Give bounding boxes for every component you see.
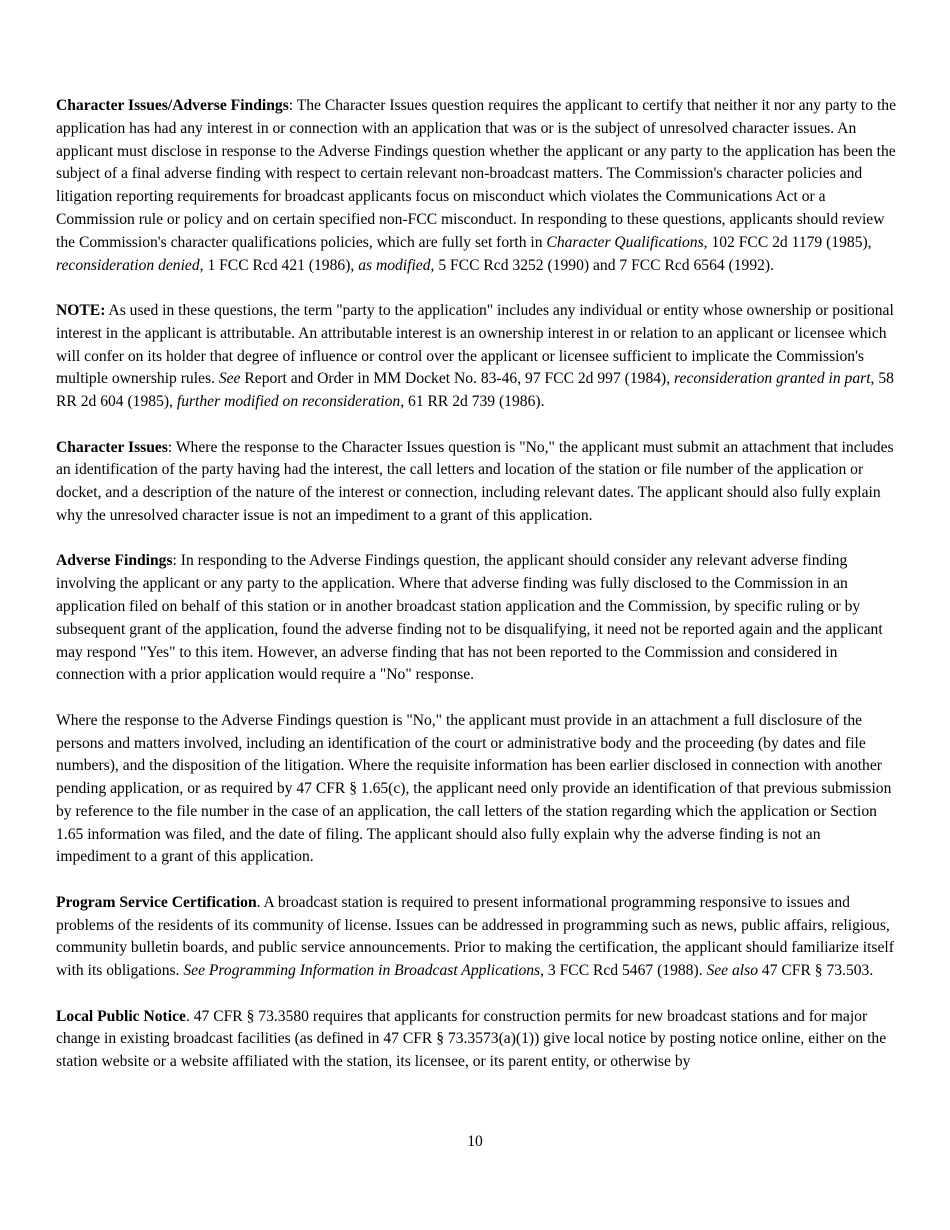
paragraph-local-public-notice: Local Public Notice. 47 CFR § 73.3580 requires that applicants for construction permits for new broadcast stations and for major change in existing broadcast facilities (as defined in 47 CFR § 73.3573(a)(1)) give local notice by posting notice online, either on the station website or a website affiliated with the station, its licensee, or its parent entity, or otherwise by — [56, 1007, 887, 1071]
heading-note: NOTE: — [56, 301, 106, 319]
citation-character-qualifications: Character Qualifications — [546, 233, 704, 251]
heading-program-service-certification: Program Service Certification — [56, 893, 257, 911]
paragraph-adverse-findings: Adverse Findings: In responding to the Adverse Findings question, the applicant should consider any relevant adverse finding involving the applicant or any party to the application. Where that adverse finding was fully disclosed to the Commission in an application filed on behalf of this station or in another broadcast station application and the Commission, by specific ruling or by subsequent grant of the application, found the adverse finding not to be disqualifying, it need not be reported again and the applicant may respond "Yes" to this item. However, an adverse finding that has not been reported to the Commission and considered in connection with a prior application would require a "No" response. — [56, 552, 883, 684]
heading-local-public-notice: Local Public Notice — [56, 1007, 186, 1025]
document-body — [56, 95, 898, 1097]
heading-adverse-findings: Adverse Findings — [56, 552, 173, 570]
paragraph-adverse-findings-no-response: Where the response to the Adverse Findings question is "No," the applicant must provide in an attachment a full disclosure of the persons and matters involved, including an identification of the court or administrative body and the proceeding (by dates and file numbers), and the disposition of the litigation. Where the requisite information has been earlier disclosed in connection with another pending application, or as required by 47 CFR § 1.65(c), the applicant need only provide an identification of that previous submission by reference to the file number in the case of an application, the call letters of the station regarding which the application or Section 1.65 information was filed, and the date of filing. The applicant should also fully explain why the adverse finding is not an impediment to a grant of this application. — [56, 711, 892, 866]
heading-character-issues: Character Issues — [56, 438, 168, 456]
page-number: 10 — [467, 1133, 483, 1150]
paragraph-character-issues: Character Issues: Where the response to the Character Issues question is "No," the applicant must submit an attachment that includes an identification of the party having had the interest, the call letters and location of the station or file number of the application or docket, and a description of the nature of the interest or connection, including relevant dates. The applicant should also fully explain why the unresolved character issue is not an impediment to a grant of this application. — [56, 438, 894, 524]
paragraph-character-issues-adverse-findings: Character Issues/Adverse Findings: The Character Issues question requires the applicant to certify that neither it nor any party to the application has had any interest in or connection with an application that was or is the subject of unresolved character issues. An applicant must disclose in response to the Adverse Findings question whether the applicant or any party to the application has been the subject of a final adverse finding with respect to certain relevant non-broadcast matters. The Commission's character policies and litigation reporting requirements for broadcast applicants focus on misconduct which violates the Communications Act or a Commission rule or policy and on certain specified non-FCC misconduct. In responding to these questions, applicants should review the Commission's character qualifications policies, which are fully set forth in Character Qualifications, 102 FCC 2d 1179 (1985), reconsideration denied, 1 FCC Rcd 421 (1986), as modified, 5 FCC Rcd 3252 (1990) and 7 FCC Rcd 6564 (1992). — [56, 97, 897, 274]
heading-character-issues-adverse-findings: Character Issues/Adverse Findings — [56, 97, 289, 114]
paragraph-program-service-certification: Program Service Certification. A broadcast station is required to present informational programming responsive to issues and problems of the residents of its community of license. Issues can be addressed in programming such as news, public affairs, religious, community bulletin boards, and public service announcements. Prior to making the certification, the applicant should familiarize itself with its obligations. See Programming Information in Broadcast Applications, 3 FCC Rcd 5467 (1988). See also 47 CFR § 73.503. — [56, 893, 894, 980]
paragraph-note: NOTE: As used in these questions, the term "party to the application" includes any individual or entity whose ownership or positional interest in the applicant is attributable. An attributable interest is an ownership interest in or relation to an applicant or licensee which will confer on its holder that degree of influence or control over the applicant or licensee sufficient to implicate the Commission's multiple ownership rules. See Report and Order in MM Docket No. 83-46, 97 FCC 2d 997 (1984), reconsideration granted in part, 58 RR 2d 604 (1985), further modified on reconsideration, 61 RR 2d 739 (1986). — [56, 301, 894, 411]
